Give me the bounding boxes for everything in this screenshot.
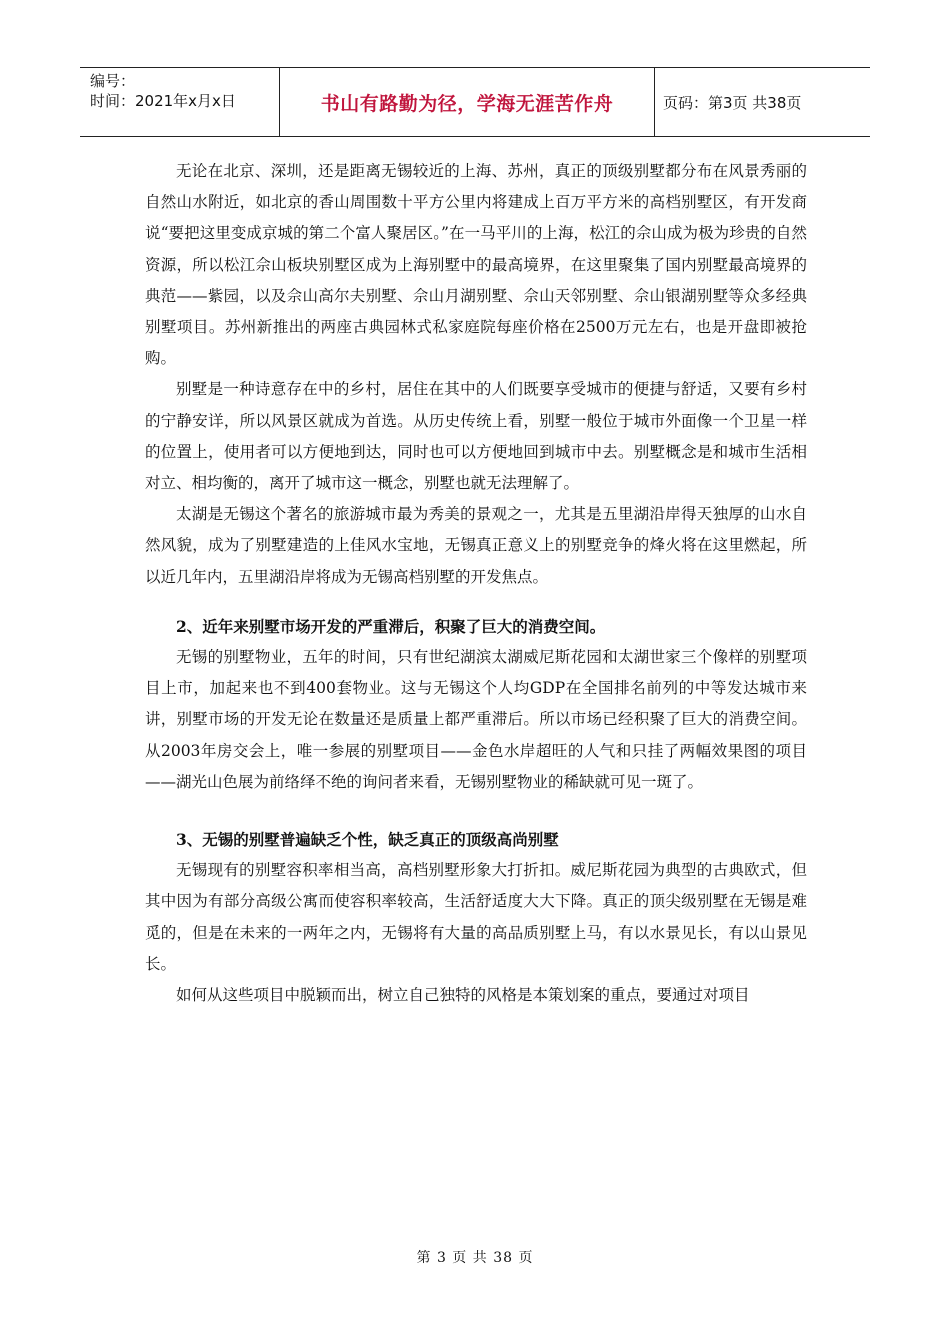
document-body bbox=[145, 156, 807, 1011]
paragraph: 无锡现有的别墅容积率相当高，高档别墅形象大打折扣。威尼斯花园为典型的古典欧式，但其中因为有部分高级公寓而使容积率较高，生活舒适度大大下降。真正的顶尖级别墅在无锡是难觅的，但是在未来的一两年之内，无锡将有大量的高品质别墅上马，有以水景见长，有以山景见长。 bbox=[145, 861, 807, 973]
paragraph: 无锡的别墅物业，五年的时间，只有世纪湖滨太湖威尼斯花园和太湖世家三个像样的别墅项目上市，加起来也不到400套物业。这与无锡这个人均GDP在全国排名前列的中等发达城市来讲，别墅市场的开发无论在数量还是质量上都严重滞后。所以市场已经积聚了巨大的消费空间。从2003年房交会上，唯一参展的别墅项目——金色水岸超旺的人气和只挂了两幅效果图的项目——湖光山色展为前络绎不绝的询问者来看，无锡别墅物业的稀缺就可见一斑了。 bbox=[145, 648, 807, 791]
paragraph: 太湖是无锡这个著名的旅游城市最为秀美的景观之一，尤其是五里湖沿岸得天独厚的山水自然风貌，成为了别墅建造的上佳风水宝地，无锡真正意义上的别墅竞争的烽火将在这里燃起，所以近几年内，五里湖沿岸将成为无锡高档别墅的开发焦点。 bbox=[145, 505, 807, 586]
date-label: 时间：2021年x月x日 bbox=[90, 92, 236, 110]
paragraph: 别墅是一种诗意存在中的乡村，居住在其中的人们既要享受城市的便捷与舒适，又要有乡村的宁静安详，所以风景区就成为首选。从历史传统上看，别墅一般位于城市外面像一个卫星一样的位置上，使用者可以方便地到达，同时也可以方便地回到城市中去。别墅概念是和城市生活相对立、相均衡的，离开了城市这一概念，别墅也就无法理解了。 bbox=[145, 380, 807, 493]
header-motto: 书山有路勤为径，学海无涯苦作舟 bbox=[280, 68, 655, 136]
spacer bbox=[145, 593, 807, 611]
paragraph: 无论在北京、深圳，还是距离无锡较近的上海、苏州，真正的顶级别墅都分布在风景秀丽的自然山水附近，如北京的香山周围数十平方公里内将建成上百万平方米的高档别墅区，有开发商说“要把这里变成京城的第二个富人聚居区。”在一马平川的上海，松江的佘山成为极为珍贵的自然资源，所以松江佘山板块别墅区成为上海别墅中的最高境界，在这里聚集了国内别墅最高境界的典范——紫园，以及佘山高尔夫别墅、佘山月湖别墅、佘山天邻别墅、佘山银湖别墅等众多经典别墅项目。苏州新推出的两座古典园林式私家庭院每座价格在2500万元左右，也是开盘即被抢购。 bbox=[145, 162, 807, 368]
section-heading: 3、无锡的别墅普遍缺乏个性，缺乏真正的顶级高尚别墅 bbox=[176, 830, 559, 850]
serial-number-label: 编号： bbox=[90, 72, 136, 90]
header-meta-cell bbox=[80, 68, 280, 136]
document-header bbox=[80, 67, 870, 137]
header-page-info: 页码：第3页 共38页 bbox=[663, 93, 802, 112]
page-footer: 第 3 页 共 38 页 bbox=[416, 1250, 534, 1266]
paragraph: 如何从这些项目中脱颖而出，树立自己独特的风格是本策划案的重点，要通过对项目 bbox=[176, 986, 750, 1005]
section-heading: 2、近年来别墅市场开发的严重滞后，积聚了巨大的消费空间。 bbox=[176, 616, 606, 636]
spacer bbox=[145, 798, 807, 824]
